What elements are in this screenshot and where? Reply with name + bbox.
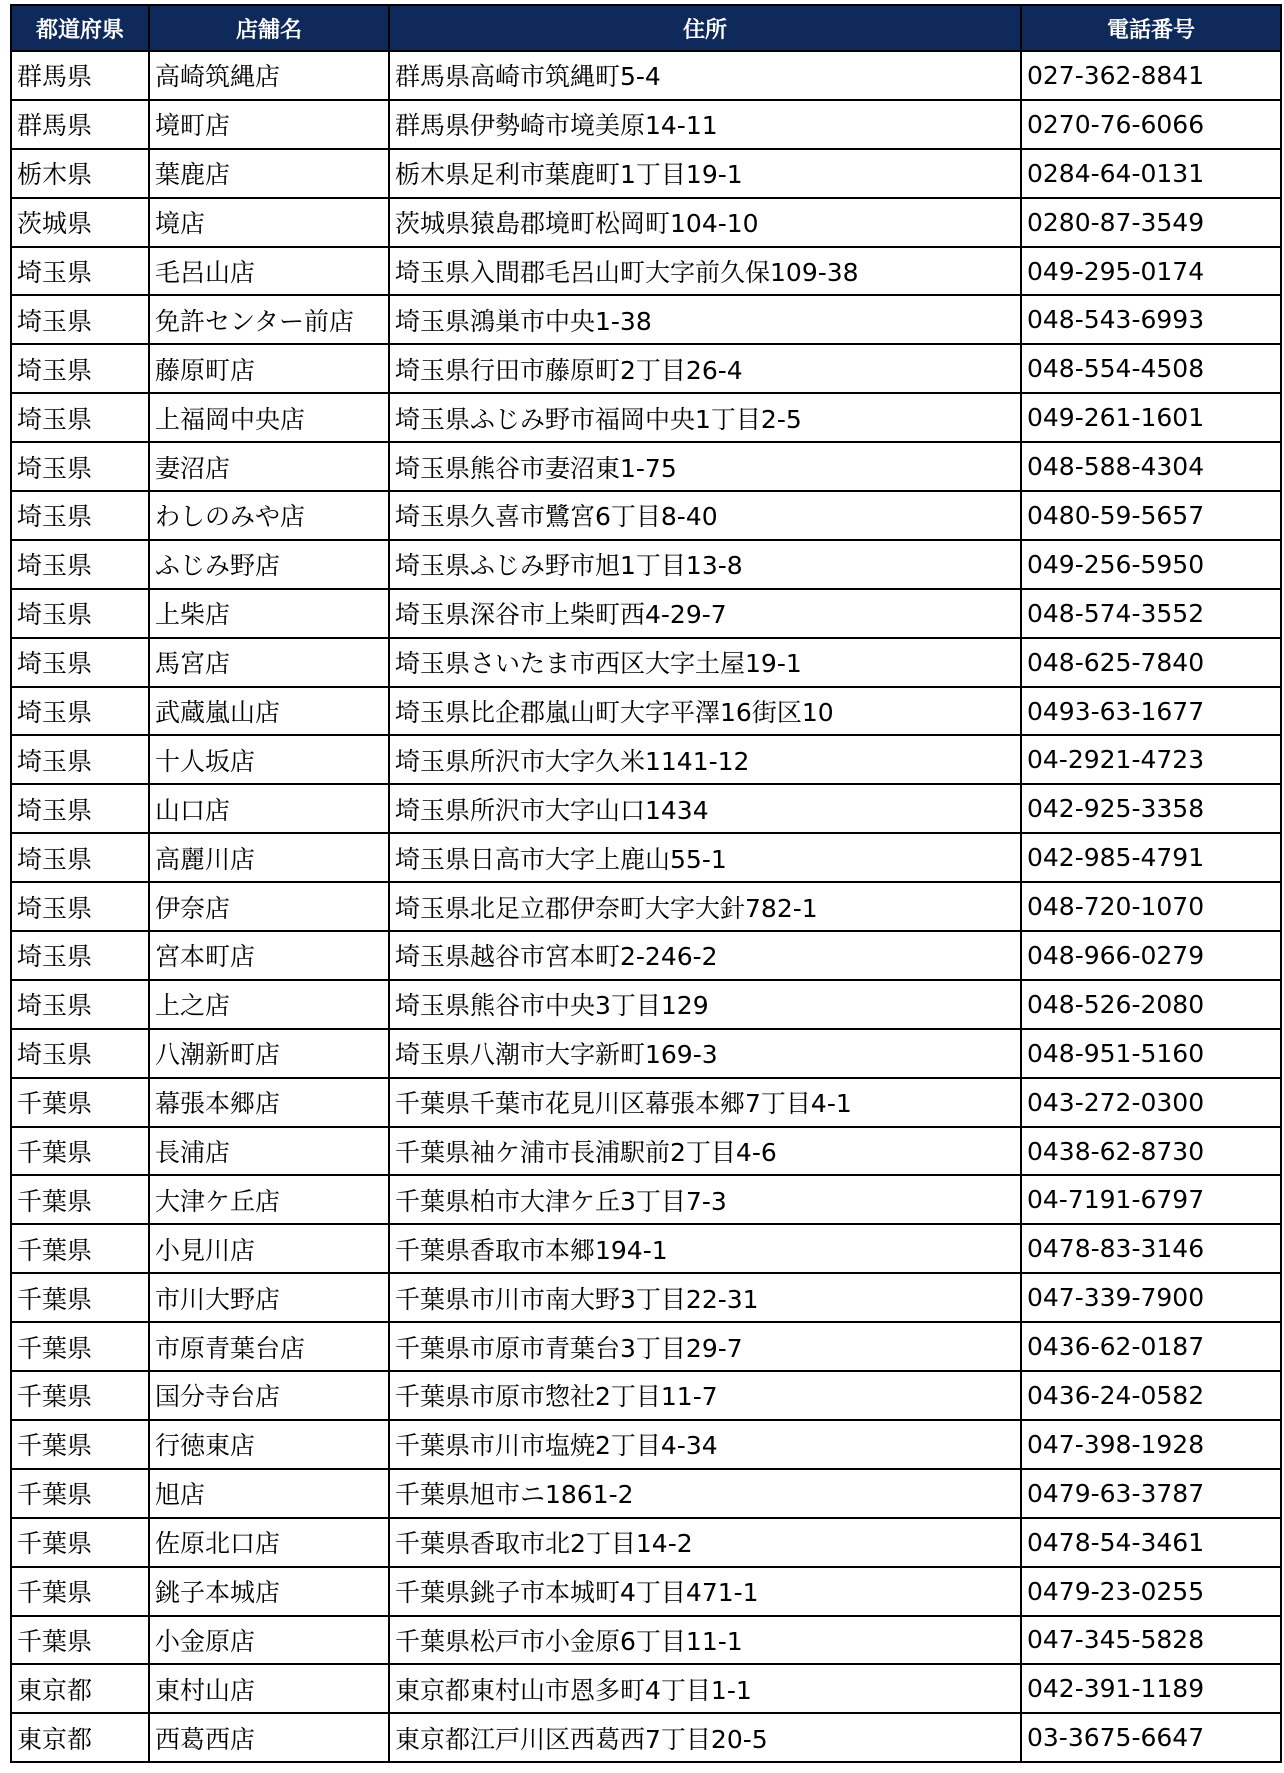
- cell-store-name: 武蔵嵐山店: [149, 687, 389, 736]
- cell-store-name: 行徳東店: [149, 1420, 389, 1469]
- cell-phone: 0436-24-0582: [1021, 1371, 1281, 1420]
- cell-phone: 048-554-4508: [1021, 344, 1281, 393]
- cell-prefecture: 千葉県: [11, 1127, 149, 1176]
- cell-store-name: 高麗川店: [149, 833, 389, 882]
- cell-phone: 047-345-5828: [1021, 1616, 1281, 1665]
- table-header: [11, 5, 1281, 51]
- cell-prefecture: 千葉県: [11, 1469, 149, 1518]
- table-row: [11, 51, 1281, 100]
- cell-prefecture: 埼玉県: [11, 735, 149, 784]
- cell-store-name: ふじみ野店: [149, 540, 389, 589]
- header-store-name: 店舗名: [149, 5, 389, 51]
- cell-store-name: 宮本町店: [149, 931, 389, 980]
- cell-address: 埼玉県ふじみ野市福岡中央1丁目2-5: [389, 393, 1021, 442]
- cell-address: 千葉県市原市青葉台3丁目29-7: [389, 1322, 1021, 1371]
- cell-address: 千葉県柏市大津ケ丘3丁目7-3: [389, 1175, 1021, 1224]
- cell-phone: 0479-63-3787: [1021, 1469, 1281, 1518]
- table-row: [11, 1029, 1281, 1078]
- cell-address: 埼玉県ふじみ野市旭1丁目13-8: [389, 540, 1021, 589]
- cell-prefecture: 群馬県: [11, 51, 149, 100]
- table-row: [11, 344, 1281, 393]
- cell-phone: 048-543-6993: [1021, 295, 1281, 344]
- table-row: [11, 247, 1281, 296]
- table-row: [11, 882, 1281, 931]
- cell-store-name: 国分寺台店: [149, 1371, 389, 1420]
- cell-prefecture: 千葉県: [11, 1078, 149, 1127]
- cell-address: 千葉県銚子市本城町4丁目471-1: [389, 1567, 1021, 1616]
- cell-phone: 04-7191-6797: [1021, 1175, 1281, 1224]
- cell-prefecture: 茨城県: [11, 198, 149, 247]
- table-row: [11, 784, 1281, 833]
- cell-phone: 048-574-3552: [1021, 589, 1281, 638]
- cell-store-name: 幕張本郷店: [149, 1078, 389, 1127]
- cell-prefecture: 埼玉県: [11, 931, 149, 980]
- cell-prefecture: 東京都: [11, 1713, 149, 1762]
- cell-prefecture: 千葉県: [11, 1322, 149, 1371]
- cell-address: 千葉県香取市北2丁目14-2: [389, 1518, 1021, 1567]
- cell-address: 千葉県市原市惣社2丁目11-7: [389, 1371, 1021, 1420]
- cell-address: 埼玉県北足立郡伊奈町大字大針782-1: [389, 882, 1021, 931]
- table-row: [11, 833, 1281, 882]
- cell-phone: 042-985-4791: [1021, 833, 1281, 882]
- cell-store-name: 旭店: [149, 1469, 389, 1518]
- table-row: [11, 735, 1281, 784]
- cell-prefecture: 埼玉県: [11, 393, 149, 442]
- cell-store-name: 葉鹿店: [149, 149, 389, 198]
- cell-prefecture: 栃木県: [11, 149, 149, 198]
- cell-phone: 047-398-1928: [1021, 1420, 1281, 1469]
- cell-store-name: 境町店: [149, 100, 389, 149]
- cell-address: 千葉県香取市本郷194-1: [389, 1224, 1021, 1273]
- cell-prefecture: 埼玉県: [11, 638, 149, 687]
- cell-address: 群馬県高崎市筑縄町5-4: [389, 51, 1021, 100]
- cell-phone: 04-2921-4723: [1021, 735, 1281, 784]
- table-row: [11, 1175, 1281, 1224]
- table-row: [11, 687, 1281, 736]
- cell-prefecture: 埼玉県: [11, 833, 149, 882]
- cell-store-name: 上柴店: [149, 589, 389, 638]
- cell-address: 千葉県市川市南大野3丁目22-31: [389, 1273, 1021, 1322]
- cell-prefecture: 埼玉県: [11, 589, 149, 638]
- header-prefecture: 都道府県: [11, 5, 149, 51]
- cell-store-name: 山口店: [149, 784, 389, 833]
- cell-prefecture: 埼玉県: [11, 1029, 149, 1078]
- table-row: [11, 1273, 1281, 1322]
- table-row: [11, 1713, 1281, 1762]
- cell-address: 埼玉県所沢市大字久米1141-12: [389, 735, 1021, 784]
- cell-phone: 048-588-4304: [1021, 442, 1281, 491]
- cell-address: 千葉県千葉市花見川区幕張本郷7丁目4-1: [389, 1078, 1021, 1127]
- cell-prefecture: 埼玉県: [11, 980, 149, 1029]
- cell-phone: 042-925-3358: [1021, 784, 1281, 833]
- cell-address: 東京都東村山市恩多町4丁目1-1: [389, 1664, 1021, 1713]
- cell-prefecture: 千葉県: [11, 1371, 149, 1420]
- cell-prefecture: 埼玉県: [11, 442, 149, 491]
- cell-prefecture: 東京都: [11, 1664, 149, 1713]
- cell-store-name: 十人坂店: [149, 735, 389, 784]
- cell-address: 東京都江戸川区西葛西7丁目20-5: [389, 1713, 1021, 1762]
- header-row: [11, 5, 1281, 51]
- header-phone: 電話番号: [1021, 5, 1281, 51]
- cell-prefecture: 千葉県: [11, 1616, 149, 1665]
- table-body: [11, 51, 1281, 1762]
- cell-phone: 0438-62-8730: [1021, 1127, 1281, 1176]
- cell-prefecture: 千葉県: [11, 1567, 149, 1616]
- cell-store-name: 上之店: [149, 980, 389, 1029]
- cell-phone: 03-3675-6647: [1021, 1713, 1281, 1762]
- cell-store-name: 毛呂山店: [149, 247, 389, 296]
- cell-store-name: 藤原町店: [149, 344, 389, 393]
- cell-address: 埼玉県深谷市上柴町西4-29-7: [389, 589, 1021, 638]
- cell-prefecture: 千葉県: [11, 1224, 149, 1273]
- table-row: [11, 1664, 1281, 1713]
- cell-address: 埼玉県日高市大字上鹿山55-1: [389, 833, 1021, 882]
- table-row: [11, 1078, 1281, 1127]
- cell-phone: 0493-63-1677: [1021, 687, 1281, 736]
- cell-phone: 0480-59-5657: [1021, 491, 1281, 540]
- cell-store-name: 西葛西店: [149, 1713, 389, 1762]
- cell-prefecture: 群馬県: [11, 100, 149, 149]
- table-row: [11, 491, 1281, 540]
- table-row: [11, 1518, 1281, 1567]
- cell-phone: 0478-83-3146: [1021, 1224, 1281, 1273]
- cell-prefecture: 埼玉県: [11, 491, 149, 540]
- cell-store-name: 大津ケ丘店: [149, 1175, 389, 1224]
- cell-address: 埼玉県入間郡毛呂山町大字前久保109-38: [389, 247, 1021, 296]
- table-row: [11, 589, 1281, 638]
- cell-address: 千葉県市川市塩焼2丁目4-34: [389, 1420, 1021, 1469]
- cell-store-name: 免許センター前店: [149, 295, 389, 344]
- cell-prefecture: 埼玉県: [11, 540, 149, 589]
- cell-prefecture: 埼玉県: [11, 344, 149, 393]
- cell-address: 千葉県袖ケ浦市長浦駅前2丁目4-6: [389, 1127, 1021, 1176]
- cell-phone: 0479-23-0255: [1021, 1567, 1281, 1616]
- store-list: [10, 4, 1280, 1763]
- cell-address: 千葉県旭市ニ1861-2: [389, 1469, 1021, 1518]
- cell-store-name: 小金原店: [149, 1616, 389, 1665]
- cell-phone: 048-951-5160: [1021, 1029, 1281, 1078]
- table-row: [11, 442, 1281, 491]
- cell-phone: 042-391-1189: [1021, 1664, 1281, 1713]
- cell-store-name: 長浦店: [149, 1127, 389, 1176]
- cell-prefecture: 千葉県: [11, 1175, 149, 1224]
- cell-prefecture: 埼玉県: [11, 882, 149, 931]
- table-row: [11, 980, 1281, 1029]
- table-row: [11, 198, 1281, 247]
- cell-store-name: 高崎筑縄店: [149, 51, 389, 100]
- cell-phone: 049-256-5950: [1021, 540, 1281, 589]
- cell-phone: 0478-54-3461: [1021, 1518, 1281, 1567]
- cell-phone: 0270-76-6066: [1021, 100, 1281, 149]
- cell-phone: 047-339-7900: [1021, 1273, 1281, 1322]
- table-row: [11, 1420, 1281, 1469]
- table-row: [11, 931, 1281, 980]
- cell-address: 千葉県松戸市小金原6丁目11-1: [389, 1616, 1021, 1665]
- cell-store-name: 境店: [149, 198, 389, 247]
- cell-phone: 0284-64-0131: [1021, 149, 1281, 198]
- cell-address: 埼玉県久喜市鷺宮6丁目8-40: [389, 491, 1021, 540]
- cell-prefecture: 埼玉県: [11, 295, 149, 344]
- cell-address: 埼玉県越谷市宮本町2-246-2: [389, 931, 1021, 980]
- cell-address: 栃木県足利市葉鹿町1丁目19-1: [389, 149, 1021, 198]
- cell-store-name: わしのみや店: [149, 491, 389, 540]
- cell-store-name: 上福岡中央店: [149, 393, 389, 442]
- cell-prefecture: 千葉県: [11, 1518, 149, 1567]
- cell-store-name: 馬宮店: [149, 638, 389, 687]
- cell-address: 埼玉県熊谷市中央3丁目129: [389, 980, 1021, 1029]
- cell-store-name: 市原青葉台店: [149, 1322, 389, 1371]
- table-row: [11, 1127, 1281, 1176]
- cell-store-name: 小見川店: [149, 1224, 389, 1273]
- cell-store-name: 銚子本城店: [149, 1567, 389, 1616]
- table-row: [11, 638, 1281, 687]
- cell-phone: 048-625-7840: [1021, 638, 1281, 687]
- cell-address: 埼玉県比企郡嵐山町大字平澤16街区10: [389, 687, 1021, 736]
- cell-phone: 0436-62-0187: [1021, 1322, 1281, 1371]
- table-row: [11, 1469, 1281, 1518]
- cell-prefecture: 埼玉県: [11, 784, 149, 833]
- cell-store-name: 東村山店: [149, 1664, 389, 1713]
- cell-store-name: 妻沼店: [149, 442, 389, 491]
- cell-phone: 048-720-1070: [1021, 882, 1281, 931]
- cell-prefecture: 千葉県: [11, 1273, 149, 1322]
- cell-address: 埼玉県所沢市大字山口1434: [389, 784, 1021, 833]
- cell-store-name: 佐原北口店: [149, 1518, 389, 1567]
- cell-phone: 049-295-0174: [1021, 247, 1281, 296]
- cell-address: 埼玉県行田市藤原町2丁目26-4: [389, 344, 1021, 393]
- cell-store-name: 伊奈店: [149, 882, 389, 931]
- table-row: [11, 393, 1281, 442]
- cell-phone: 048-526-2080: [1021, 980, 1281, 1029]
- cell-store-name: 八潮新町店: [149, 1029, 389, 1078]
- table-row: [11, 1616, 1281, 1665]
- cell-phone: 048-966-0279: [1021, 931, 1281, 980]
- cell-phone: 0280-87-3549: [1021, 198, 1281, 247]
- cell-address: 埼玉県八潮市大字新町169-3: [389, 1029, 1021, 1078]
- table-row: [11, 1371, 1281, 1420]
- cell-prefecture: 埼玉県: [11, 687, 149, 736]
- table-row: [11, 1224, 1281, 1273]
- cell-address: 埼玉県さいたま市西区大字土屋19-1: [389, 638, 1021, 687]
- cell-store-name: 市川大野店: [149, 1273, 389, 1322]
- table-row: [11, 540, 1281, 589]
- cell-address: 茨城県猿島郡境町松岡町104-10: [389, 198, 1021, 247]
- header-address: 住所: [389, 5, 1021, 51]
- cell-phone: 049-261-1601: [1021, 393, 1281, 442]
- cell-phone: 043-272-0300: [1021, 1078, 1281, 1127]
- table-row: [11, 1567, 1281, 1616]
- table-row: [11, 149, 1281, 198]
- cell-phone: 027-362-8841: [1021, 51, 1281, 100]
- table-row: [11, 1322, 1281, 1371]
- cell-prefecture: 埼玉県: [11, 247, 149, 296]
- table-row: [11, 295, 1281, 344]
- cell-address: 埼玉県熊谷市妻沼東1-75: [389, 442, 1021, 491]
- cell-address: 群馬県伊勢崎市境美原14-11: [389, 100, 1021, 149]
- table-row: [11, 100, 1281, 149]
- store-table: [10, 4, 1282, 1763]
- cell-prefecture: 千葉県: [11, 1420, 149, 1469]
- cell-address: 埼玉県鴻巣市中央1-38: [389, 295, 1021, 344]
